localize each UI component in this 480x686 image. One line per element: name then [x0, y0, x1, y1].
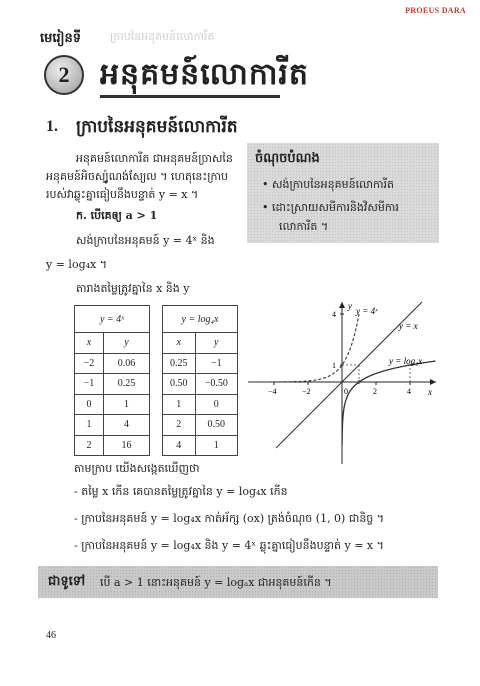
table-cell: 0.25	[103, 374, 149, 395]
table-cell: −1	[75, 374, 104, 395]
objective-item: • ដោះស្រាយសមីការនិងវិសមីការ	[262, 201, 399, 214]
table-cell: 1	[195, 435, 237, 456]
lesson-label: មេរៀនទី	[40, 31, 82, 46]
section-title: ក្រាបនៃអនុគមន៍លោការីត	[76, 117, 238, 137]
intro-line-1: អនុគមន៍លោការីត ជាអនុគមន៍ច្រាសនៃ	[76, 152, 233, 165]
table-log	[162, 305, 238, 456]
table-cell: 16	[103, 435, 149, 456]
table-cell: 0	[195, 394, 237, 415]
table-col-y: y	[103, 333, 149, 354]
objective-item-continued: លោការីត ។	[279, 220, 329, 233]
table-cell: 0.25	[163, 353, 196, 374]
header-faint-text: ក្រាបនៃអនុគមន៍លោការីត	[110, 30, 215, 43]
tick-label: −4	[268, 387, 277, 396]
tick-label: 4	[407, 387, 411, 396]
table-cell: 1	[163, 394, 196, 415]
table-cell: 4	[163, 435, 196, 456]
table-cell: 1	[75, 415, 104, 436]
section-number: 1.	[46, 118, 58, 135]
lesson-number-badge	[44, 55, 84, 95]
table-cell: −2	[75, 353, 104, 374]
table-cell: 0.50	[195, 415, 237, 436]
observation-item: - ក្រាបនៃអនុគមន៍ y = log₄x កាត់អ័ក្ស (ox) ត្រង់ចំណុច (1, 0) ជានិច្ច ។	[74, 512, 385, 525]
graph-x-arrow	[430, 379, 436, 385]
tick-label: 2	[373, 387, 377, 396]
intro-line-3: របស់វាឆ្លុះគ្នាធៀបនឹងបន្ទាត់ y = x ។	[46, 188, 199, 201]
brand-label: PROEUS DARA	[405, 6, 466, 15]
observation-item: - ក្រាបនៃអនុគមន៍ y = log₄x និង y = 4ˣ ឆ្លុះគ្នាធៀបនឹងបន្ទាត់ y = x ។	[74, 539, 384, 552]
intro-line-5: សង់ក្រាបនៃអនុគមន៍ y = 4ˣ និង	[76, 234, 215, 247]
lesson-number: 2	[58, 62, 70, 87]
table-cell: 0	[75, 394, 104, 415]
remark-text: បើ a > 1 នោះអនុគមន៍ y = logₐx ជាអនុគមន៍កើន ។	[100, 576, 332, 589]
table-cell: 0.50	[163, 374, 196, 395]
table-cell: −1	[195, 353, 237, 374]
page-title: អនុគមន៍លោការីត	[100, 57, 309, 92]
table-caption: តារាងតម្លៃត្រូវគ្នានៃ x និង y	[76, 282, 190, 295]
graph-y-arrow	[339, 302, 345, 308]
origin-label: 0	[344, 387, 348, 396]
objective-text: សង់ក្រាបនៃអនុគមន៍លោការីត	[272, 178, 394, 191]
table-cell: 0.06	[103, 353, 149, 374]
objective-text: ដោះស្រាយសមីការនិងវិសមីការ	[272, 201, 399, 214]
table-col-y: y	[195, 333, 237, 354]
intro-line-2: អនុគមន៍អិចស្ប៉ូណង់ស្យែល ។ ហេតុនេះក្រាប	[46, 170, 228, 183]
title-underline	[100, 95, 280, 98]
table-cell: 2	[163, 415, 196, 436]
table-cell: −0.50	[195, 374, 237, 395]
label-exp: y = 4ˣ	[356, 306, 378, 316]
label-identity: y = x	[399, 321, 418, 331]
objectives-title: ចំណុចបំណង	[255, 151, 320, 166]
case-a-heading: ក. បើគេឲ្យ a > 1	[76, 209, 158, 222]
axis-y-label: y	[348, 301, 352, 311]
function-graph	[244, 298, 440, 468]
page-number: 46	[46, 630, 56, 641]
table-col-x: x	[163, 333, 196, 354]
table-cell: 2	[75, 435, 104, 456]
intro-line-6: y = log₄x ។	[46, 258, 107, 271]
tick-label: 1	[332, 361, 336, 370]
tick-label: 4	[332, 310, 336, 319]
table-log-header: y = log₄x	[163, 306, 238, 333]
table-exp	[74, 305, 150, 456]
table-cell: 1	[103, 394, 149, 415]
remark-label: ជាទូទៅ	[48, 574, 86, 589]
table-exp-header: y = 4ˣ	[75, 306, 150, 333]
label-log: y = log₄x	[389, 356, 423, 366]
observations-intro: តាមក្រាប យើងសង្កេតឃើញថា	[74, 462, 200, 475]
objective-item: • សង់ក្រាបនៃអនុគមន៍លោការីត	[262, 178, 394, 191]
table-col-x: x	[75, 333, 104, 354]
axis-x-label: x	[428, 387, 432, 397]
table-cell: 4	[103, 415, 149, 436]
tick-label: −2	[302, 387, 311, 396]
observation-item: - តម្លៃ x កើន គេបានតម្លៃត្រូវគ្នានៃ y = log₄x កើន	[74, 485, 288, 498]
curve-log	[342, 361, 435, 445]
